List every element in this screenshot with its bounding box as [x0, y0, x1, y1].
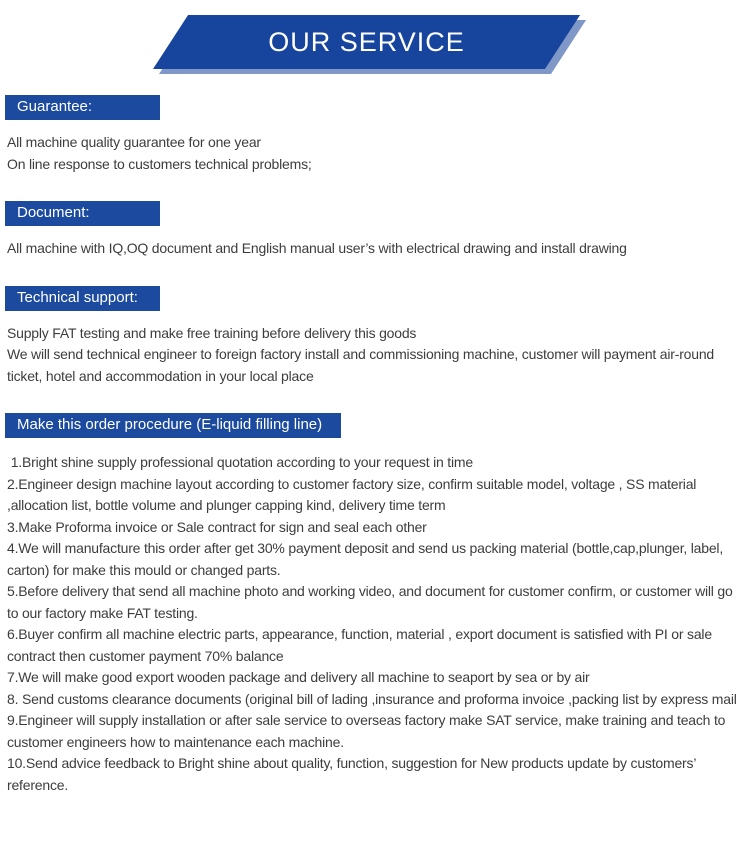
- body-line: All machine with IQ,OQ document and English manual user’s with electrical drawing and install drawing: [7, 240, 627, 256]
- section-heading-document: Document:: [5, 201, 160, 226]
- section-technical-support: [0, 286, 750, 388]
- procedure-step: 6.Buyer confirm all machine electric parts, appearance, function, material , export document is satisfied with PI or sale contract then customer payment 70% balance: [7, 626, 716, 664]
- body-line: We will send technical engineer to foreign factory install and commissioning machine, customer will payment air-round ticket, hotel and accommodation in your local place: [7, 346, 718, 384]
- procedure-step: 3.Make Proforma invoice or Sale contract for sign and seal each other: [7, 518, 427, 535]
- section-heading-technical-support: Technical support:: [5, 286, 160, 311]
- body-line: All machine quality guarantee for one year: [7, 134, 261, 150]
- section-heading-order-procedure: Make this order procedure (E-liquid filling line): [5, 413, 341, 438]
- body-line: Supply FAT testing and make free training before delivery this goods: [7, 324, 417, 341]
- banner-plate: [153, 15, 580, 69]
- section-body-guarantee: [7, 132, 746, 175]
- section-heading-guarantee: Guarantee:: [5, 95, 160, 120]
- section-body-order-procedure: [7, 452, 746, 796]
- procedure-step: 2.Engineer design machine layout according to customer factory size, confirm suitable model, voltage , SS material ,allocation list, bottle volume and plunger capping kind, delivery time term: [7, 475, 700, 513]
- procedure-step: 10.Send advice feedback to Bright shine about quality, function, suggestion for New products update by customers’ reference.: [7, 755, 700, 793]
- section-guarantee: [0, 95, 750, 175]
- section-order-procedure: [0, 413, 750, 796]
- procedure-step: 4.We will manufacture this order after get 30% payment deposit and send us packing material (bottle,cap,plunger, label, carton) for make this mould or changed parts.: [7, 540, 727, 578]
- service-banner: [0, 0, 750, 74]
- section-body-document: [7, 238, 746, 260]
- section-body-technical-support: [7, 323, 746, 388]
- procedure-step: 9.Engineer will supply installation or after sale service to overseas factory make SAT service, make training and teach to customer engineers how to maintenance each machine.: [7, 712, 729, 750]
- page-title: OUR SERVICE: [268, 26, 465, 57]
- procedure-step: 7.We will make good export wooden package and delivery all machine to seaport by sea or by air: [7, 669, 590, 685]
- procedure-step: 5.Before delivery that send all machine photo and working video, and document for customer confirm, or customer will go to our factory make FAT testing.: [7, 583, 737, 621]
- section-document: [0, 201, 750, 260]
- procedure-step: 8. Send customs clearance documents (original bill of lading ,insurance and proforma invoice ,packing list by express mail: [7, 690, 737, 707]
- procedure-step: 1.Bright shine supply professional quotation according to your request in time: [7, 454, 473, 470]
- body-line: On line response to customers technical problems;: [7, 155, 312, 172]
